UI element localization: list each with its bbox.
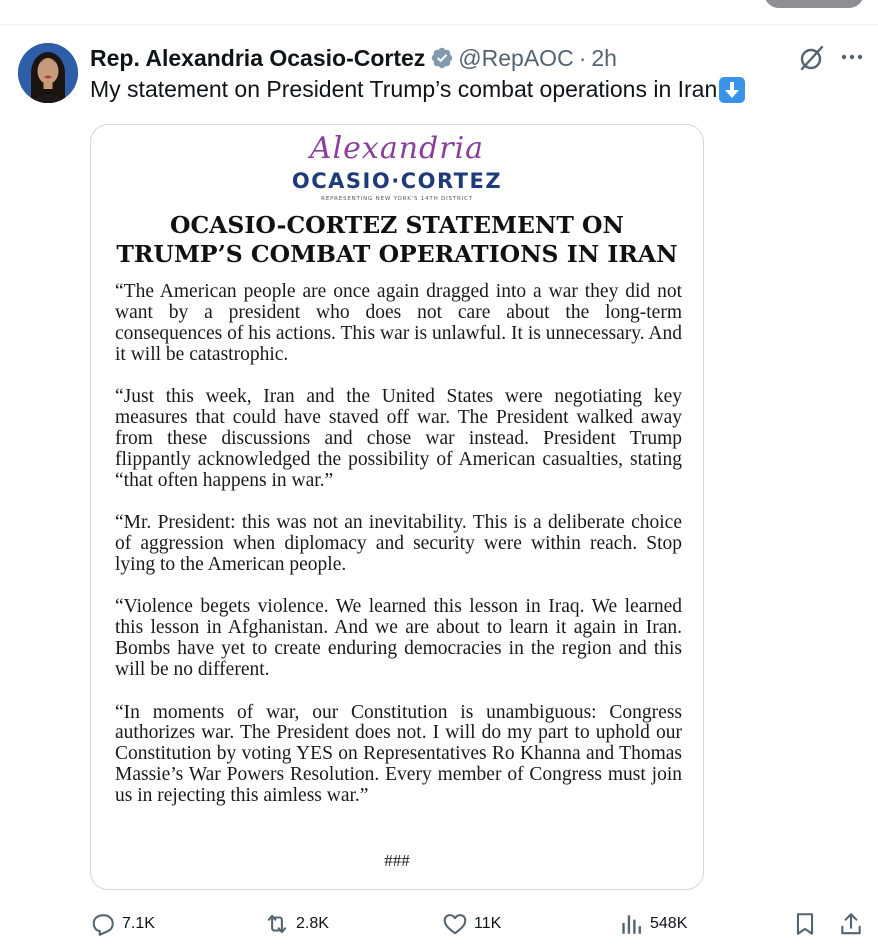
- down-arrow-emoji: [719, 77, 745, 103]
- statement-paragraph: “Violence begets violence. We learned this lesson in Iraq. We learned this lesson in Afghanistan. And we are about to learn it again in Iran. Bombs have yet to create enduring democracies in the region and this will be no different.: [115, 596, 682, 681]
- tweet-text: [90, 76, 745, 103]
- statement-image[interactable]: [90, 124, 704, 890]
- statement-paragraph: “Mr. President: this was not an inevitability. This is a deliberate choice of aggression when diplomacy and security were within reach. Stop lying to the American people.: [115, 512, 682, 575]
- header-actions: [798, 44, 866, 72]
- separator-dot: ·: [578, 44, 587, 71]
- bookmark-icon[interactable]: [792, 911, 818, 937]
- statement-paragraph: “The American people are once again dragged into a war they did not want by a president who does not care about the long-term consequences of his actions. This war is unlawful. It is unnecessary. And it will be catastrophic.: [115, 281, 683, 365]
- tweet-text-content: My statement on President Trump’s combat operations in Iran: [90, 76, 718, 102]
- repost-button[interactable]: [264, 911, 329, 937]
- more-icon[interactable]: [838, 44, 866, 72]
- statement-end-mark: ###: [384, 851, 410, 870]
- logo-name: OCASIO·CORTEZ: [291, 169, 503, 193]
- reply-button[interactable]: [90, 911, 155, 937]
- views-button[interactable]: [618, 911, 687, 937]
- author-name[interactable]: Rep. Alexandria Ocasio-Cortez: [90, 44, 426, 71]
- repost-icon: [264, 911, 290, 937]
- views-icon: [618, 911, 644, 937]
- statement-body: [115, 282, 682, 829]
- reply-count: 7.1K: [122, 915, 155, 932]
- tweet-timestamp[interactable]: 2h: [591, 44, 617, 71]
- top-divider: [0, 24, 878, 25]
- share-icon[interactable]: [838, 911, 864, 937]
- reply-icon: [90, 911, 116, 937]
- statement-paragraph: “Just this week, Iran and the United States were negotiating key measures that could have staved off war. The President walked away from these discussions and chose war instead. President Trump flippantly acknowledged the possibility of American casualties, stating “that often happens in war.”: [115, 386, 682, 491]
- statement-title-line1: OCASIO-CORTEZ STATEMENT ON: [169, 211, 625, 239]
- top-pill-button[interactable]: [764, 0, 864, 8]
- statement-title: [91, 211, 703, 269]
- like-icon: [442, 911, 468, 937]
- grok-icon[interactable]: [798, 44, 826, 72]
- verified-badge-icon: [430, 46, 454, 70]
- avatar[interactable]: [18, 43, 78, 103]
- logo-script: Alexandria: [309, 131, 485, 166]
- like-count: 11K: [474, 915, 502, 932]
- avatar-image: [18, 43, 78, 103]
- logo-subtitle: REPRESENTING NEW YORK'S 14TH DISTRICT: [321, 196, 473, 202]
- tweet-header: [90, 42, 617, 74]
- views-count: 548K: [650, 915, 688, 932]
- statement-title-line2: TRUMP’S COMBAT OPERATIONS IN IRAN: [116, 240, 678, 268]
- statement-paragraph: “In moments of war, our Constitution is unambiguous: Congress authorizes war. The President does not. I will do my part to uphold our Constitution by voting YES on Representatives Ro Khanna and Thomas Massie’s War Powers Resolution. Every member of Congress must join us in rejecting this aimless war.”: [115, 701, 682, 807]
- like-button[interactable]: [442, 911, 501, 937]
- author-handle[interactable]: @RepAOC: [458, 44, 574, 71]
- repost-count: 2.8K: [296, 915, 329, 932]
